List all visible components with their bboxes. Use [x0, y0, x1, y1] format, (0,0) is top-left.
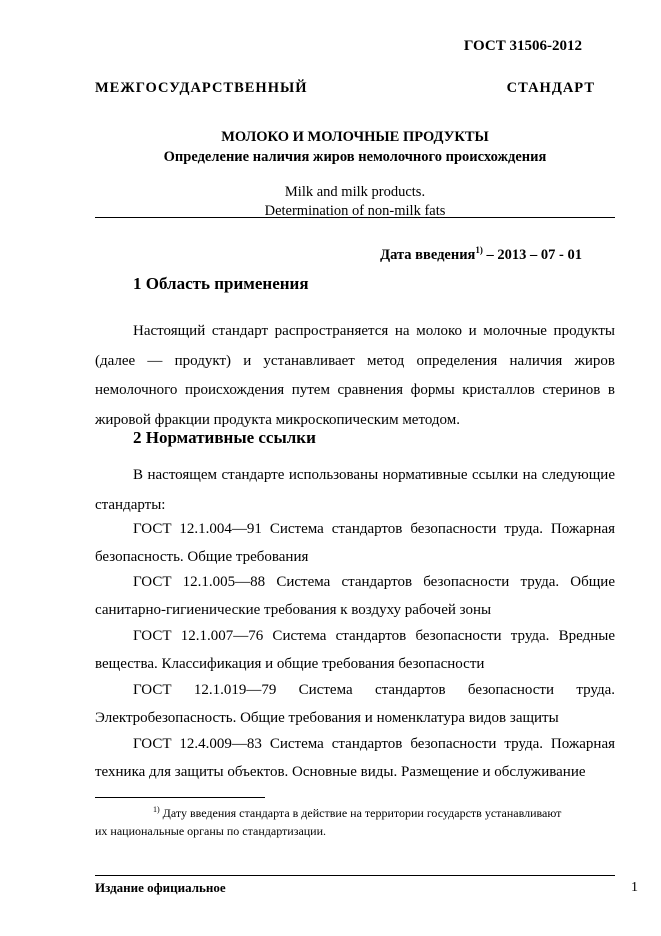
footnote-mark: 1) [153, 805, 160, 814]
footer-divider [95, 875, 615, 876]
intro-date-footnote-mark: 1) [475, 245, 483, 255]
introduction-date [380, 245, 582, 264]
footnote [95, 801, 615, 840]
section-2-intro: В настоящем стандарте использованы нормативные ссылки на следующие стандарты: [95, 467, 615, 513]
section-1-text: Настоящий стандарт распространяется на молоко и молочные продукты (далее — продукт) и устанавливает метод определения наличия жиров немолочного происхождения путем сравнения формы кристаллов стеринов в жировой фракции продукта микроскопическим методом. [95, 323, 615, 428]
document-number: ГОСТ 31506-2012 [463, 38, 582, 54]
section-2-heading: 2 Нормативные ссылки [133, 428, 316, 447]
official-edition-label: Издание официальное [95, 880, 226, 895]
document-title-en [95, 183, 615, 221]
footnote-divider [95, 797, 265, 798]
section-1-heading: 1 Область применения [133, 274, 309, 293]
title-en-line2: Determination of non-milk fats [264, 203, 446, 219]
footnote-line2: их национальные органы по стандартизации. [95, 824, 327, 838]
interstate-standard-label: МЕЖГОСУДАРСТВЕННЫЙ СТАНДАРТ [95, 80, 595, 96]
title-ru-line1: МОЛОКО И МОЛОЧНЫЕ ПРОДУКТЫ [221, 129, 489, 145]
document-title [95, 127, 615, 167]
normative-reference: ГОСТ 12.1.019—79 Система стандартов безопасности труда. Электробезопасность. Общие требования и номенклатура видов защиты [95, 682, 615, 726]
intro-date-label: Дата введения [380, 246, 476, 263]
title-en-line1: Milk and milk products. [284, 184, 426, 200]
intro-date-value: – 2013 – 07 - 01 [486, 246, 582, 263]
page-number: 1 [631, 880, 638, 895]
footnote-line1: Дату введения стандарта в действие на территории государств устанавливают [162, 806, 562, 820]
title-divider [95, 217, 615, 218]
title-ru-line2: Определение наличия жиров немолочного происхождения [163, 149, 547, 165]
normative-reference: ГОСТ 12.1.007—76 Система стандартов безопасности труда. Вредные вещества. Классификация и общие требования безопасности [95, 628, 615, 672]
normative-reference: ГОСТ 12.4.009—83 Система стандартов безопасности труда. Пожарная техника для защиты объектов. Основные виды. Размещение и обслуживание [95, 736, 615, 780]
normative-reference: ГОСТ 12.1.004—91 Система стандартов безопасности труда. Пожарная безопасность. Общие требования [95, 521, 615, 565]
normative-reference: ГОСТ 12.1.005—88 Система стандартов безопасности труда. Общие санитарно-гигиенические требования к воздуху рабочей зоны [95, 574, 615, 618]
